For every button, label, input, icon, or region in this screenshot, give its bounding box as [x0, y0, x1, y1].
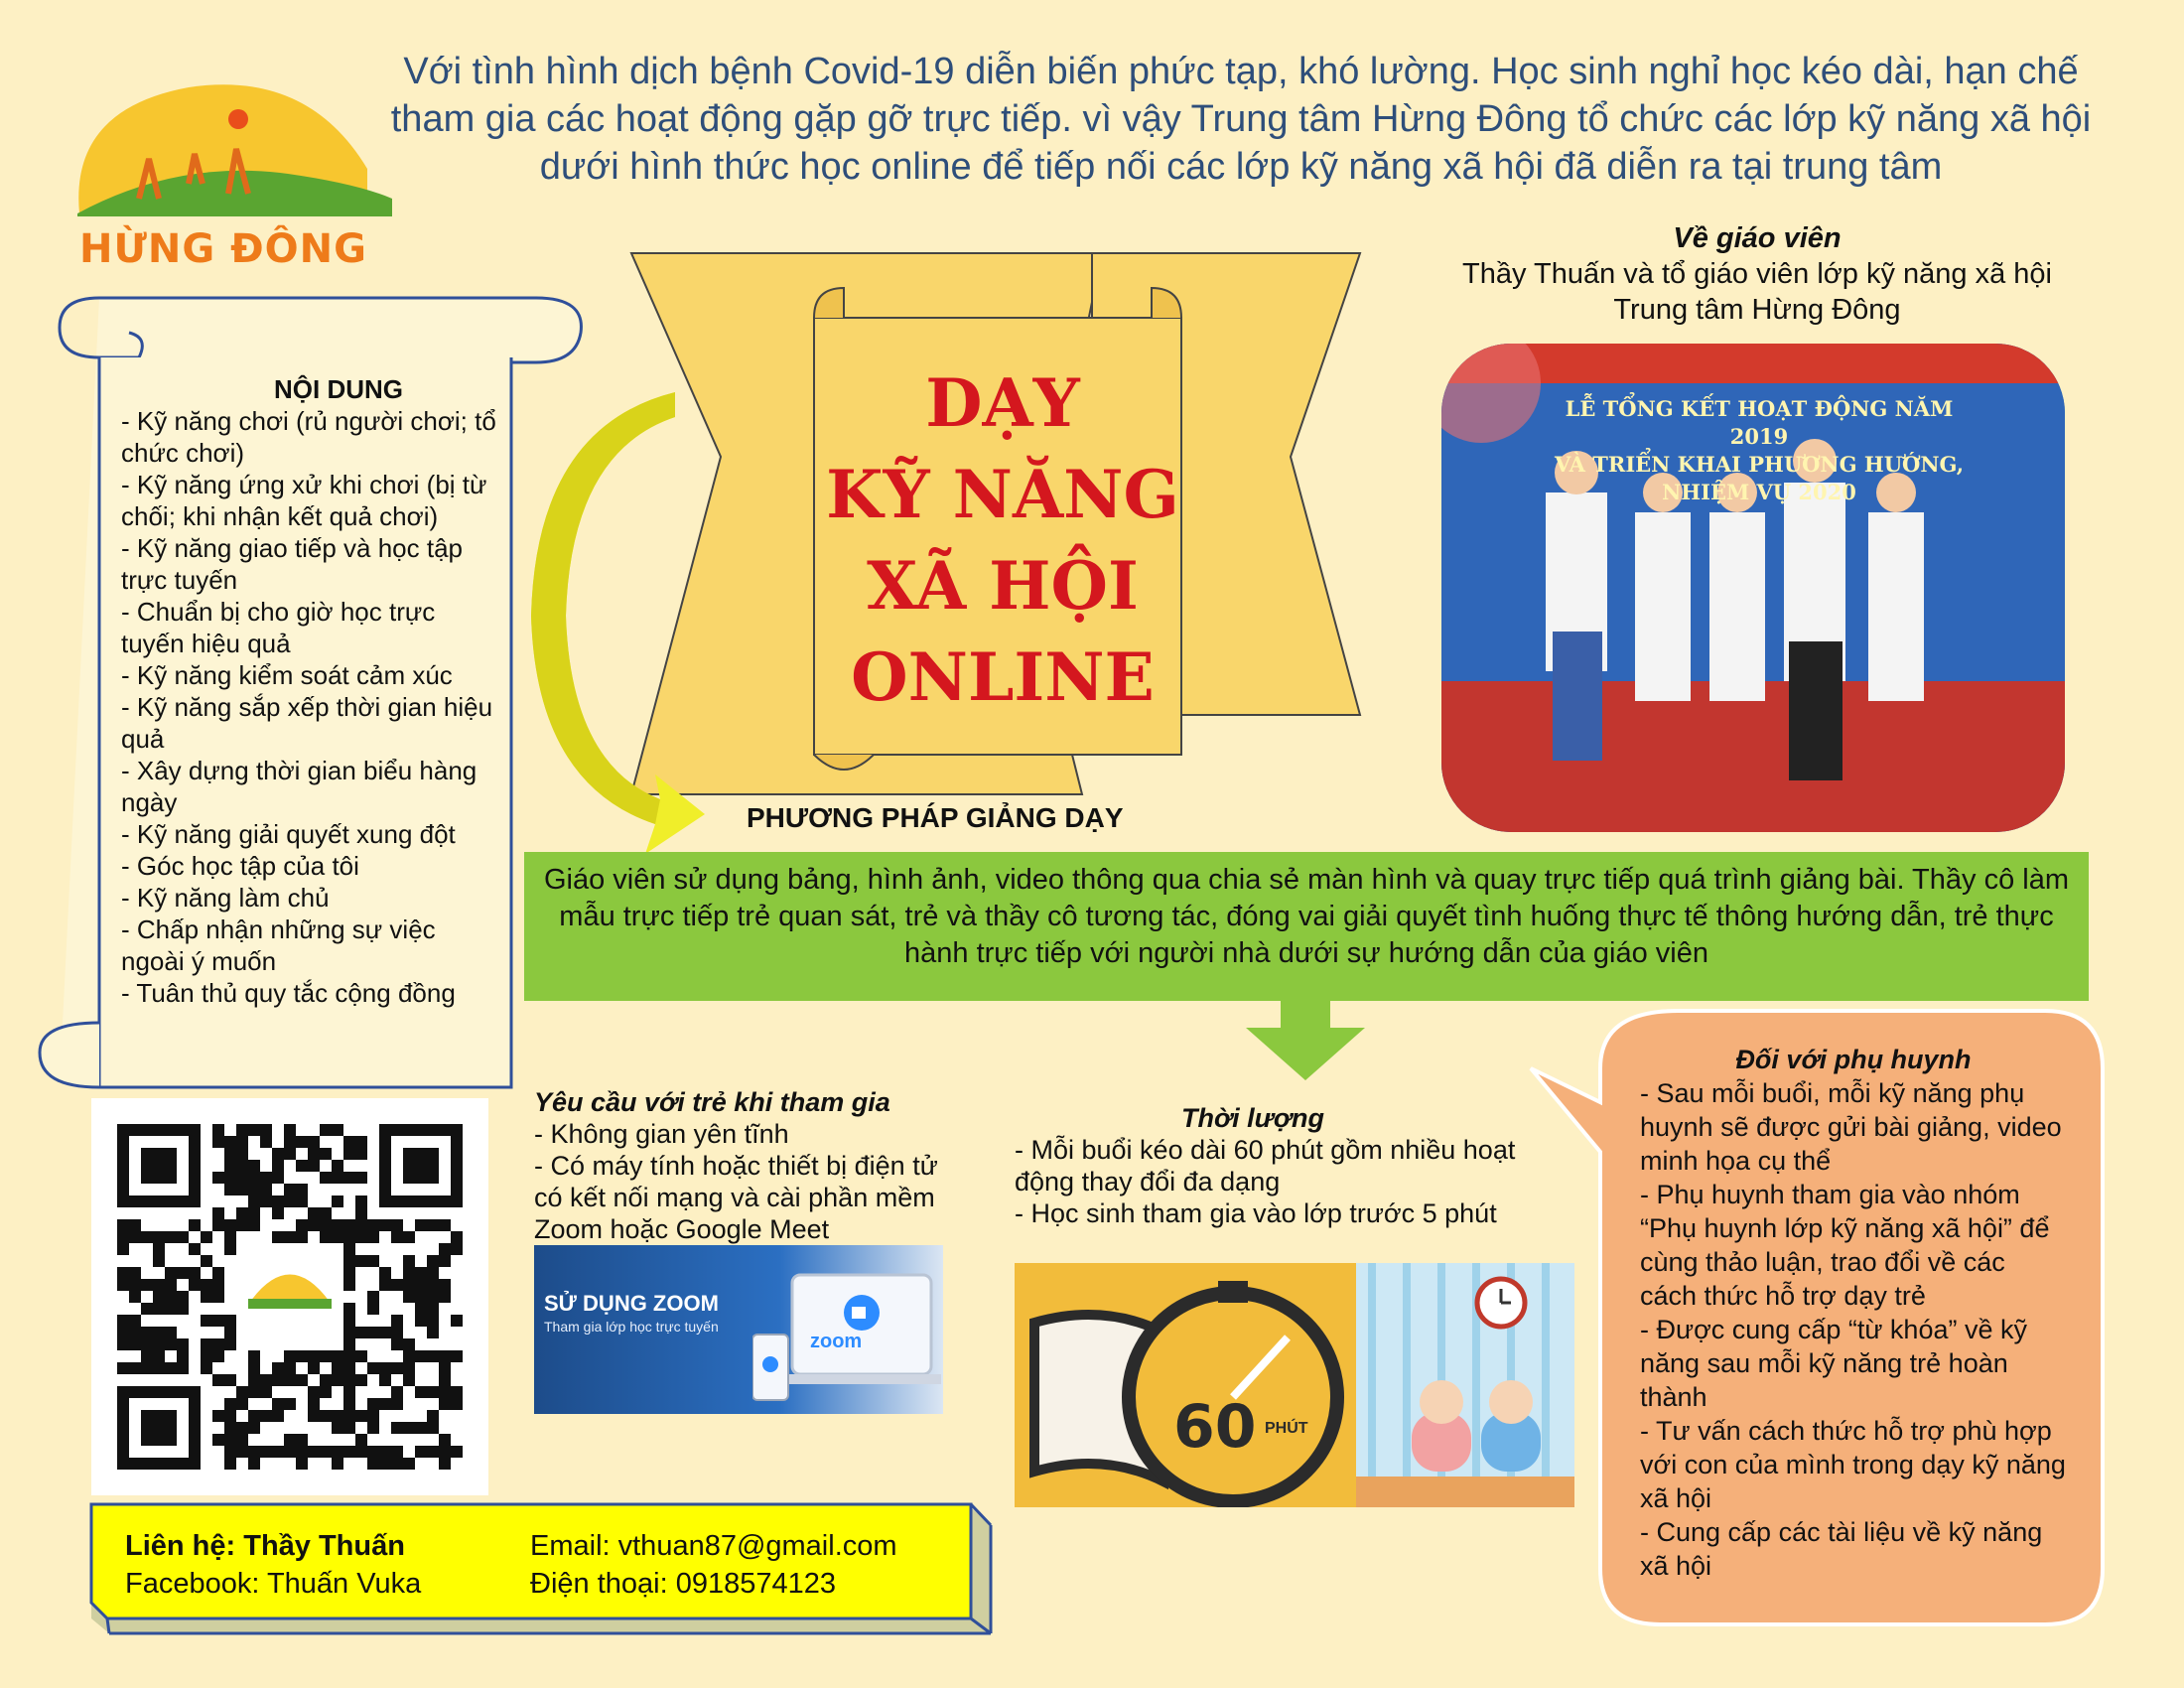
list-item: - Xây dựng thời gian biểu hàng ngày — [121, 756, 478, 817]
list-item: - Cung cấp các tài liệu về kỹ năng xã hội — [1640, 1517, 2043, 1581]
content-list — [121, 373, 496, 1009]
list-item: - Kỹ năng sắp xếp thời gian hiệu quả — [121, 692, 493, 754]
banner-line: KỸ NĂNG — [826, 456, 1179, 533]
requirements-section — [534, 1086, 971, 1245]
clock-number: 60 — [1173, 1392, 1257, 1462]
list-item: - Được cung cấp “từ khóa” về kỹ năng sau mỗi kỹ năng trẻ hoàn thành — [1640, 1315, 2027, 1412]
contact-right — [530, 1527, 897, 1603]
contact-left — [125, 1527, 421, 1603]
teacher-section — [1430, 220, 2085, 328]
list-item: - Kỹ năng chơi (rủ người chơi; tổ chức chơi) — [121, 406, 496, 468]
logo-sun-icon — [77, 84, 392, 216]
teacher-line: Thầy Thuấn và tổ giáo viên lớp kỹ năng xã hội — [1461, 258, 2053, 290]
list-item: - Mỗi buổi kéo dài 60 phút gồm nhiều hoạt động thay đổi đa dạng — [1015, 1135, 1516, 1196]
list-item: - Kỹ năng giao tiếp và học tập trực tuyến — [121, 533, 464, 595]
list-item: - Tư vấn cách thức hỗ trợ phù hợp với con của mình trong dạy kỹ năng xã hội — [1640, 1416, 2066, 1513]
duration-image — [1015, 1263, 1574, 1507]
zoom-logo: zoom — [810, 1331, 863, 1352]
method-text: Giáo viên sử dụng bảng, hình ảnh, video thông qua chia sẻ màn hình và quay trực tiếp quá trình giảng bài. Thầy cô làm mẫu trực tiếp trẻ quan sát, trẻ và thầy cô tương tác, đóng vai giải quyết tình huống thực tế thông hướng dẫn, trẻ thực hành trực tiếp với người nhà dưới sự hướng dẫn của giáo viên — [543, 864, 2069, 969]
teacher-heading: Về giáo viên — [1673, 222, 1842, 254]
contact-phone[interactable]: Điện thoại: 0918574123 — [530, 1568, 836, 1600]
zoom-title: SỬ DỤNG ZOOM — [544, 1291, 719, 1316]
list-item: - Phụ huynh tham gia vào nhóm “Phụ huynh lớp kỹ năng xã hội” để cùng thảo luận, trao đổi về các cách thức hỗ trợ dạy trẻ — [1640, 1180, 2050, 1311]
teacher-photo — [1441, 344, 2065, 832]
duration-drawing — [1015, 1263, 1574, 1507]
list-item: - Chấp nhận những sự việc ngoài ý muốn — [121, 914, 436, 976]
duration-heading: Thời lượng — [1180, 1103, 1324, 1133]
logo-text: HỪNG ĐÔNG — [79, 226, 367, 272]
teacher-line: Trung tâm Hừng Đông — [1613, 294, 1901, 326]
content-title: NỘI DUNG — [274, 374, 403, 404]
method-title: PHƯƠNG PHÁP GIẢNG DẠY — [747, 802, 1124, 833]
zoom-image — [534, 1245, 943, 1414]
parents-heading: Đối với phụ huynh — [1735, 1045, 1972, 1074]
list-item: - Học sinh tham gia vào lớp trước 5 phút — [1015, 1198, 1497, 1228]
clock-unit: PHÚT — [1265, 1420, 1308, 1437]
list-item: - Sau mỗi buổi, mỗi kỹ năng phụ huynh sẽ được gửi bài giảng, video minh họa cụ thể — [1640, 1078, 2062, 1176]
list-item: - Kỹ năng giải quyết xung đột — [121, 819, 456, 849]
requirements-heading: Yêu cầu với trẻ khi tham gia — [534, 1087, 890, 1117]
banner-line: DẠY — [925, 364, 1080, 442]
contact-label: Liên hệ: Thầy Thuấn — [125, 1530, 405, 1562]
intro-paragraph: Với tình hình dịch bệnh Covid-19 diễn biến phức tạp, khó lường. Học sinh nghỉ học kéo dài, hạn chế tham gia các hoạt động gặp gỡ trực tiếp. vì vậy Trung tâm Hừng Đông tổ chức các lớp kỹ năng xã hội dưới hình thức học online để tiếp nối các lớp kỹ năng xã hội đã diễn ra tại trung tâm — [390, 51, 2092, 188]
banner-title — [814, 357, 1191, 723]
list-item: - Góc học tập của tôi — [121, 851, 359, 881]
duration-section — [1015, 1102, 1570, 1229]
list-item: - Tuân thủ quy tắc cộng đồng — [121, 978, 456, 1008]
list-item: - Có máy tính hoặc thiết bị điện tử có kết nối mạng và cài phần mềm Zoom hoặc Google Meet — [534, 1151, 938, 1244]
list-item: - Kỹ năng kiểm soát cảm xúc — [121, 660, 453, 690]
list-item: - Kỹ năng làm chủ — [121, 883, 330, 913]
contact-email[interactable]: Email: vthuan87@gmail.com — [530, 1530, 897, 1562]
photo-banner-text — [1551, 395, 1968, 506]
photo-banner-line: VÀ TRIỂN KHAI PHƯƠNG HƯỚNG, NHIỆM VỤ 2020 — [1554, 452, 1965, 504]
contact-facebook[interactable]: Facebook: Thuấn Vuka — [125, 1568, 422, 1600]
qr-code-drawing — [91, 1098, 488, 1495]
down-arrow-icon — [1246, 1001, 1365, 1080]
parents-section — [1640, 1043, 2067, 1583]
zoom-subtitle: Tham gia lớp học trực tuyến — [544, 1319, 719, 1335]
qr-code[interactable] — [91, 1098, 488, 1495]
banner-line: XÃ HỘI — [867, 547, 1139, 625]
photo-banner-line: LỄ TỔNG KẾT HOẠT ĐỘNG NĂM 2019 — [1565, 396, 1954, 449]
list-item: - Không gian yên tĩnh — [534, 1119, 789, 1149]
banner-line: ONLINE — [851, 638, 1155, 716]
list-item: - Chuẩn bị cho giờ học trực tuyến hiệu quả — [121, 597, 436, 658]
list-item: - Kỹ năng ứng xử khi chơi (bị từ chối; khi nhận kết quả chơi) — [121, 470, 487, 531]
